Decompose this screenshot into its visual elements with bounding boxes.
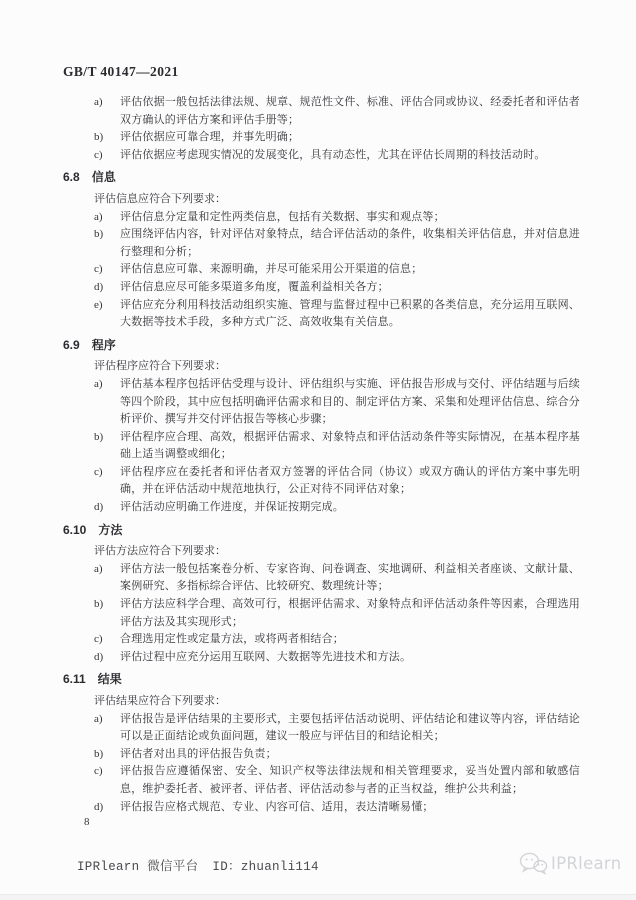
footer-platform-text: IPRlearn 微信平台 <box>77 860 199 874</box>
standard-number: GB/T 40147—2021 <box>63 64 179 79</box>
list-item-label: a) <box>94 562 103 575</box>
list-item <box>63 94 580 129</box>
watermark-text: IPRlearn <box>551 854 622 873</box>
list-item-label: e) <box>94 298 103 311</box>
list-item-text: 评估依据应考虑现实情况的发展变化，具有动态性，尤其在评估长周期的科技活动时。 <box>120 148 546 161</box>
list-item-label: d) <box>94 280 104 293</box>
list-item-label: a) <box>94 210 103 223</box>
list-item-text: 评估依据一般包括法律法规、规章、规范性文件、标准、评估合同或协议、经委托者和评估者双方确认的评估方案和评估手册等； <box>120 96 580 126</box>
page-bottom-strip <box>0 894 636 900</box>
list-item-label: b) <box>94 131 104 144</box>
list-item-text: 评估报告是评估结果的主要形式，主要包括评估活动说明、评估结论和建议等内容，评估结论可以是正面结论或负面问题，建议一般应与评估目的和结论相关； <box>120 712 580 743</box>
list-item <box>63 464 580 499</box>
section-title: 方法 <box>98 522 123 537</box>
section-6-11 <box>63 671 580 816</box>
list-item <box>63 429 580 464</box>
list-item <box>63 746 580 764</box>
list-item <box>63 711 580 746</box>
list-item-label: a) <box>94 377 103 390</box>
list-item-label: b) <box>94 747 104 760</box>
list-item-label: c) <box>94 765 103 778</box>
list-item-text: 评估方法一般包括案卷分析、专家咨询、问卷调查、实地调研、利益相关者座谈、文献计量、案例研究、多指标综合评估、比较研究、数理统计等； <box>120 562 580 593</box>
section-intro: 评估信息应符合下列要求： <box>94 192 226 205</box>
list-item-label: c) <box>94 263 103 276</box>
list-item-label: b) <box>94 430 104 443</box>
footer-id-text: ID：zhuanli114 <box>212 860 319 874</box>
list-item-label: b) <box>94 598 104 611</box>
section-heading <box>63 522 580 540</box>
iprlearn-chat-bubbles-icon <box>518 851 548 876</box>
section-6-9 <box>63 337 580 517</box>
list-item <box>63 799 580 817</box>
list-item-text: 评估报告应格式规范、专业、内容可信、适用，表达清晰易懂； <box>120 800 434 813</box>
section-number: 6.10 <box>63 522 87 537</box>
list-item <box>63 129 580 147</box>
list-item <box>63 596 580 631</box>
list-item <box>63 297 580 332</box>
list-item <box>63 763 580 798</box>
list-item-text: 评估报告应遵循保密、安全、知识产权等法律法规和相关管理要求，妥当处置内部和敏感信息，维护委托者、被评者、评估者、评估活动参与者的正当权益，维护公共利益； <box>120 765 580 795</box>
section-number: 6.11 <box>63 672 86 687</box>
list-item-label: c) <box>94 148 103 161</box>
section-heading <box>63 671 580 689</box>
section-intro: 评估结果应符合下列要求： <box>94 695 226 707</box>
section-intro: 评估方法应符合下列要求： <box>94 545 226 558</box>
list-item-text: 合理选用定性或定量方法，或将两者相结合； <box>120 633 344 646</box>
list-item-label: c) <box>94 465 103 478</box>
list-item <box>63 499 580 517</box>
section-title: 程序 <box>91 337 116 352</box>
list-item <box>63 376 580 429</box>
footer-note <box>77 856 319 874</box>
list-item <box>63 561 580 596</box>
list-item-text: 评估信息应可靠、来源明确，并尽可能采用公开渠道的信息； <box>120 263 423 276</box>
list-item-label: d) <box>94 650 104 663</box>
list-item <box>63 147 580 165</box>
section-heading <box>63 169 580 187</box>
list-item <box>63 649 580 667</box>
page-content <box>63 64 580 816</box>
section-6-10 <box>63 522 580 667</box>
list-item-text: 评估信息分定量和定性两类信息，包括有关数据、事实和观点等； <box>120 210 445 223</box>
section-6-8 <box>63 169 580 331</box>
list-item-text: 评估程序应在委托者和评估者双方签署的评估合同（协议）或双方确认的评估方案中事先明确，并在评估活动中规范地执行，公正对待不同评估对象； <box>120 465 580 496</box>
list-item-text: 评估依据应可靠合理，并事先明确； <box>120 131 300 144</box>
list-item-label: d) <box>94 501 104 514</box>
watermark <box>518 851 621 876</box>
list-item-text: 评估方法应科学合理、高效可行，根据评估需求、对象特点和评估活动条件等因素，合理选用评估方法及其实现形式； <box>120 598 580 628</box>
list-item-label: a) <box>94 712 103 725</box>
list-item-label: b) <box>94 228 104 241</box>
list-item-text: 评估信息应尽可能多渠道多角度，覆盖利益相关各方； <box>120 280 389 293</box>
list-item <box>63 631 580 649</box>
section-heading <box>63 337 580 355</box>
list-item-label: a) <box>94 96 103 108</box>
list-item <box>63 209 580 227</box>
list-item-text: 评估活动应明确工作进度，并保证按期完成。 <box>120 501 344 514</box>
list-item-text: 评估者对出具的评估报告负责； <box>120 747 277 760</box>
list-item <box>63 261 580 279</box>
section-title: 信息 <box>91 170 116 185</box>
list-item-text: 应围绕评估内容，针对评估对象特点，结合评估活动的条件，收集相关评估信息，并对信息进行整理和分析； <box>120 228 580 258</box>
page-number: 8 <box>84 816 90 828</box>
list-item-label: c) <box>94 633 103 646</box>
list-item <box>63 226 580 261</box>
section-intro: 评估程序应符合下列要求： <box>94 360 226 373</box>
list-item-text: 评估应充分利用科技活动组织实施、管理与监督过程中已积累的各类信息，充分运用互联网、大数据等技术手段，多种方式广泛、高效收集有关信息。 <box>120 298 580 329</box>
list-item-text: 评估基本程序包括评估受理与设计、评估组织与实施、评估报告形成与交付、评估结题与后续等四个阶段，其中应包括明确评估需求和目的、制定评估方案、采集和处理评估信息、综合分析评价、撰写并交付评估报告等核心步骤； <box>120 377 580 426</box>
list-item <box>63 279 580 297</box>
list-item-label: d) <box>94 800 104 813</box>
section-number: 6.8 <box>63 170 80 185</box>
section-title: 结果 <box>97 672 122 687</box>
list-item-text: 评估程序应合理、高效，根据评估需求、对象特点和评估活动条件等实际情况，在基本程序基础上适当调整或细化； <box>120 430 580 461</box>
section-number: 6.9 <box>63 337 80 352</box>
list-item-text: 评估过程中应充分运用互联网、大数据等先进技术和方法。 <box>120 650 412 663</box>
